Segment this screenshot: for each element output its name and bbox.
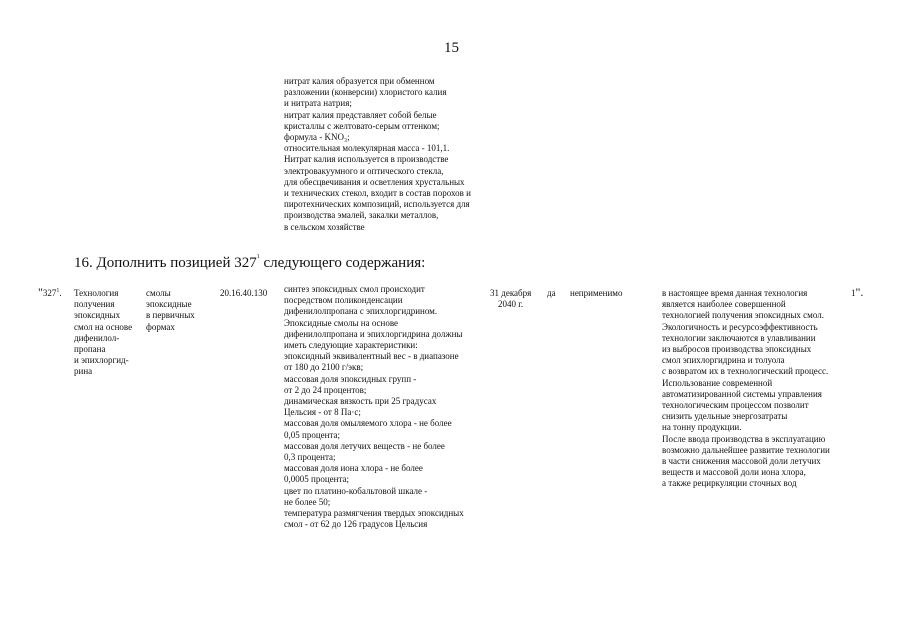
page-number: 15	[444, 40, 459, 56]
row-number-superscript: 1	[56, 288, 60, 294]
technology-name-cell: Технология получения эпоксидных смол на основе дифенилол- пропана и эпихлоргид- рина	[74, 288, 133, 377]
date-line-2: 2040 г.	[498, 299, 524, 310]
date-cell	[490, 288, 542, 310]
heading-text: 16. Дополнить позицией 327	[74, 255, 257, 271]
not-applicable-cell: неприменимо	[570, 288, 623, 298]
notes-cell: в настоящее время данная технология является наиболее совершенной технологией получения эпоксидных смол. Экологичность и ресурсоэффективность технологии заключаются в улавливании из выбросов производства эпоксидных смол эпихлоргидрина и толуола с возвратом их в технологический процесс. Использование современной автоматизированной системы управления технологическим процессом позволит снизить удельные энергозатраты на тонну продукции. После ввода производства в эксплуатацию возможно дальнейшее развитие технологии в части снижения массовой доли летучих веществ и массовой доли иона хлора, а также рециркуляции сточных вод	[662, 288, 830, 489]
yes-cell: да	[547, 288, 556, 298]
heading-text-after: следующего содержания:	[259, 255, 426, 271]
opening-quote: "	[38, 285, 43, 299]
technology-description-cell: синтез эпоксидных смол происходит посредством поликонденсации дифенилолпропана с эпихлоргидрином. Эпоксидные смолы на основе дифенилолпропана и эпихлоргидрина должны иметь следующие характеристики: эпоксидный эквивалентный вес - в диапазоне от 180 до 2100 г/экв; массовая доля эпоксидных групп - от 2 до 24 процентов; динамическая вязкость при 25 градусах Цельсия - от 8 Па·с; массовая доля омыляемого хлора - не более 0,05 процента; массовая доля летучих веществ - не более 0,3 процента; массовая доля иона хлора - не более 0,0005 процента; цвет по платино-кобальтовой шкале - не более 50; температура размягчения твердых эпоксидных смол - от 62 до 126 градусов Цельсия	[284, 284, 464, 530]
closing-quote: ".	[855, 285, 864, 299]
heading-superscript: 1	[256, 254, 260, 260]
product-name-cell: смолы эпоксидные в первичных формах	[146, 288, 195, 332]
row-number-suffix: .	[59, 288, 62, 298]
row-number-cell	[38, 287, 68, 299]
last-column-cell	[851, 287, 881, 299]
continued-description-text: нитрат калия образуется при обменном разложении (конверсии) хлористого калия и нитрата натрия; нитрат калия представляет собой белые кристаллы с желтовато-серым оттенком; формула - KNO₃; относительная молекулярная масса - 101,1. Нитрат калия используется в производстве электровакуумного и оптического стекла, для обесцвечивания и осветления хрустальных и технических стекол, входит в состав порохов и пиротехнических композиций, используется для производства эмалей, закалки металлов, в сельском хозяйстве	[284, 76, 471, 232]
okpd-code-cell: 20.16.40.130	[220, 288, 268, 298]
date-line-1: 31 декабря	[490, 288, 532, 298]
row-number: 327	[42, 288, 57, 298]
section-heading	[74, 255, 425, 272]
last-column-value: 1	[851, 288, 856, 298]
